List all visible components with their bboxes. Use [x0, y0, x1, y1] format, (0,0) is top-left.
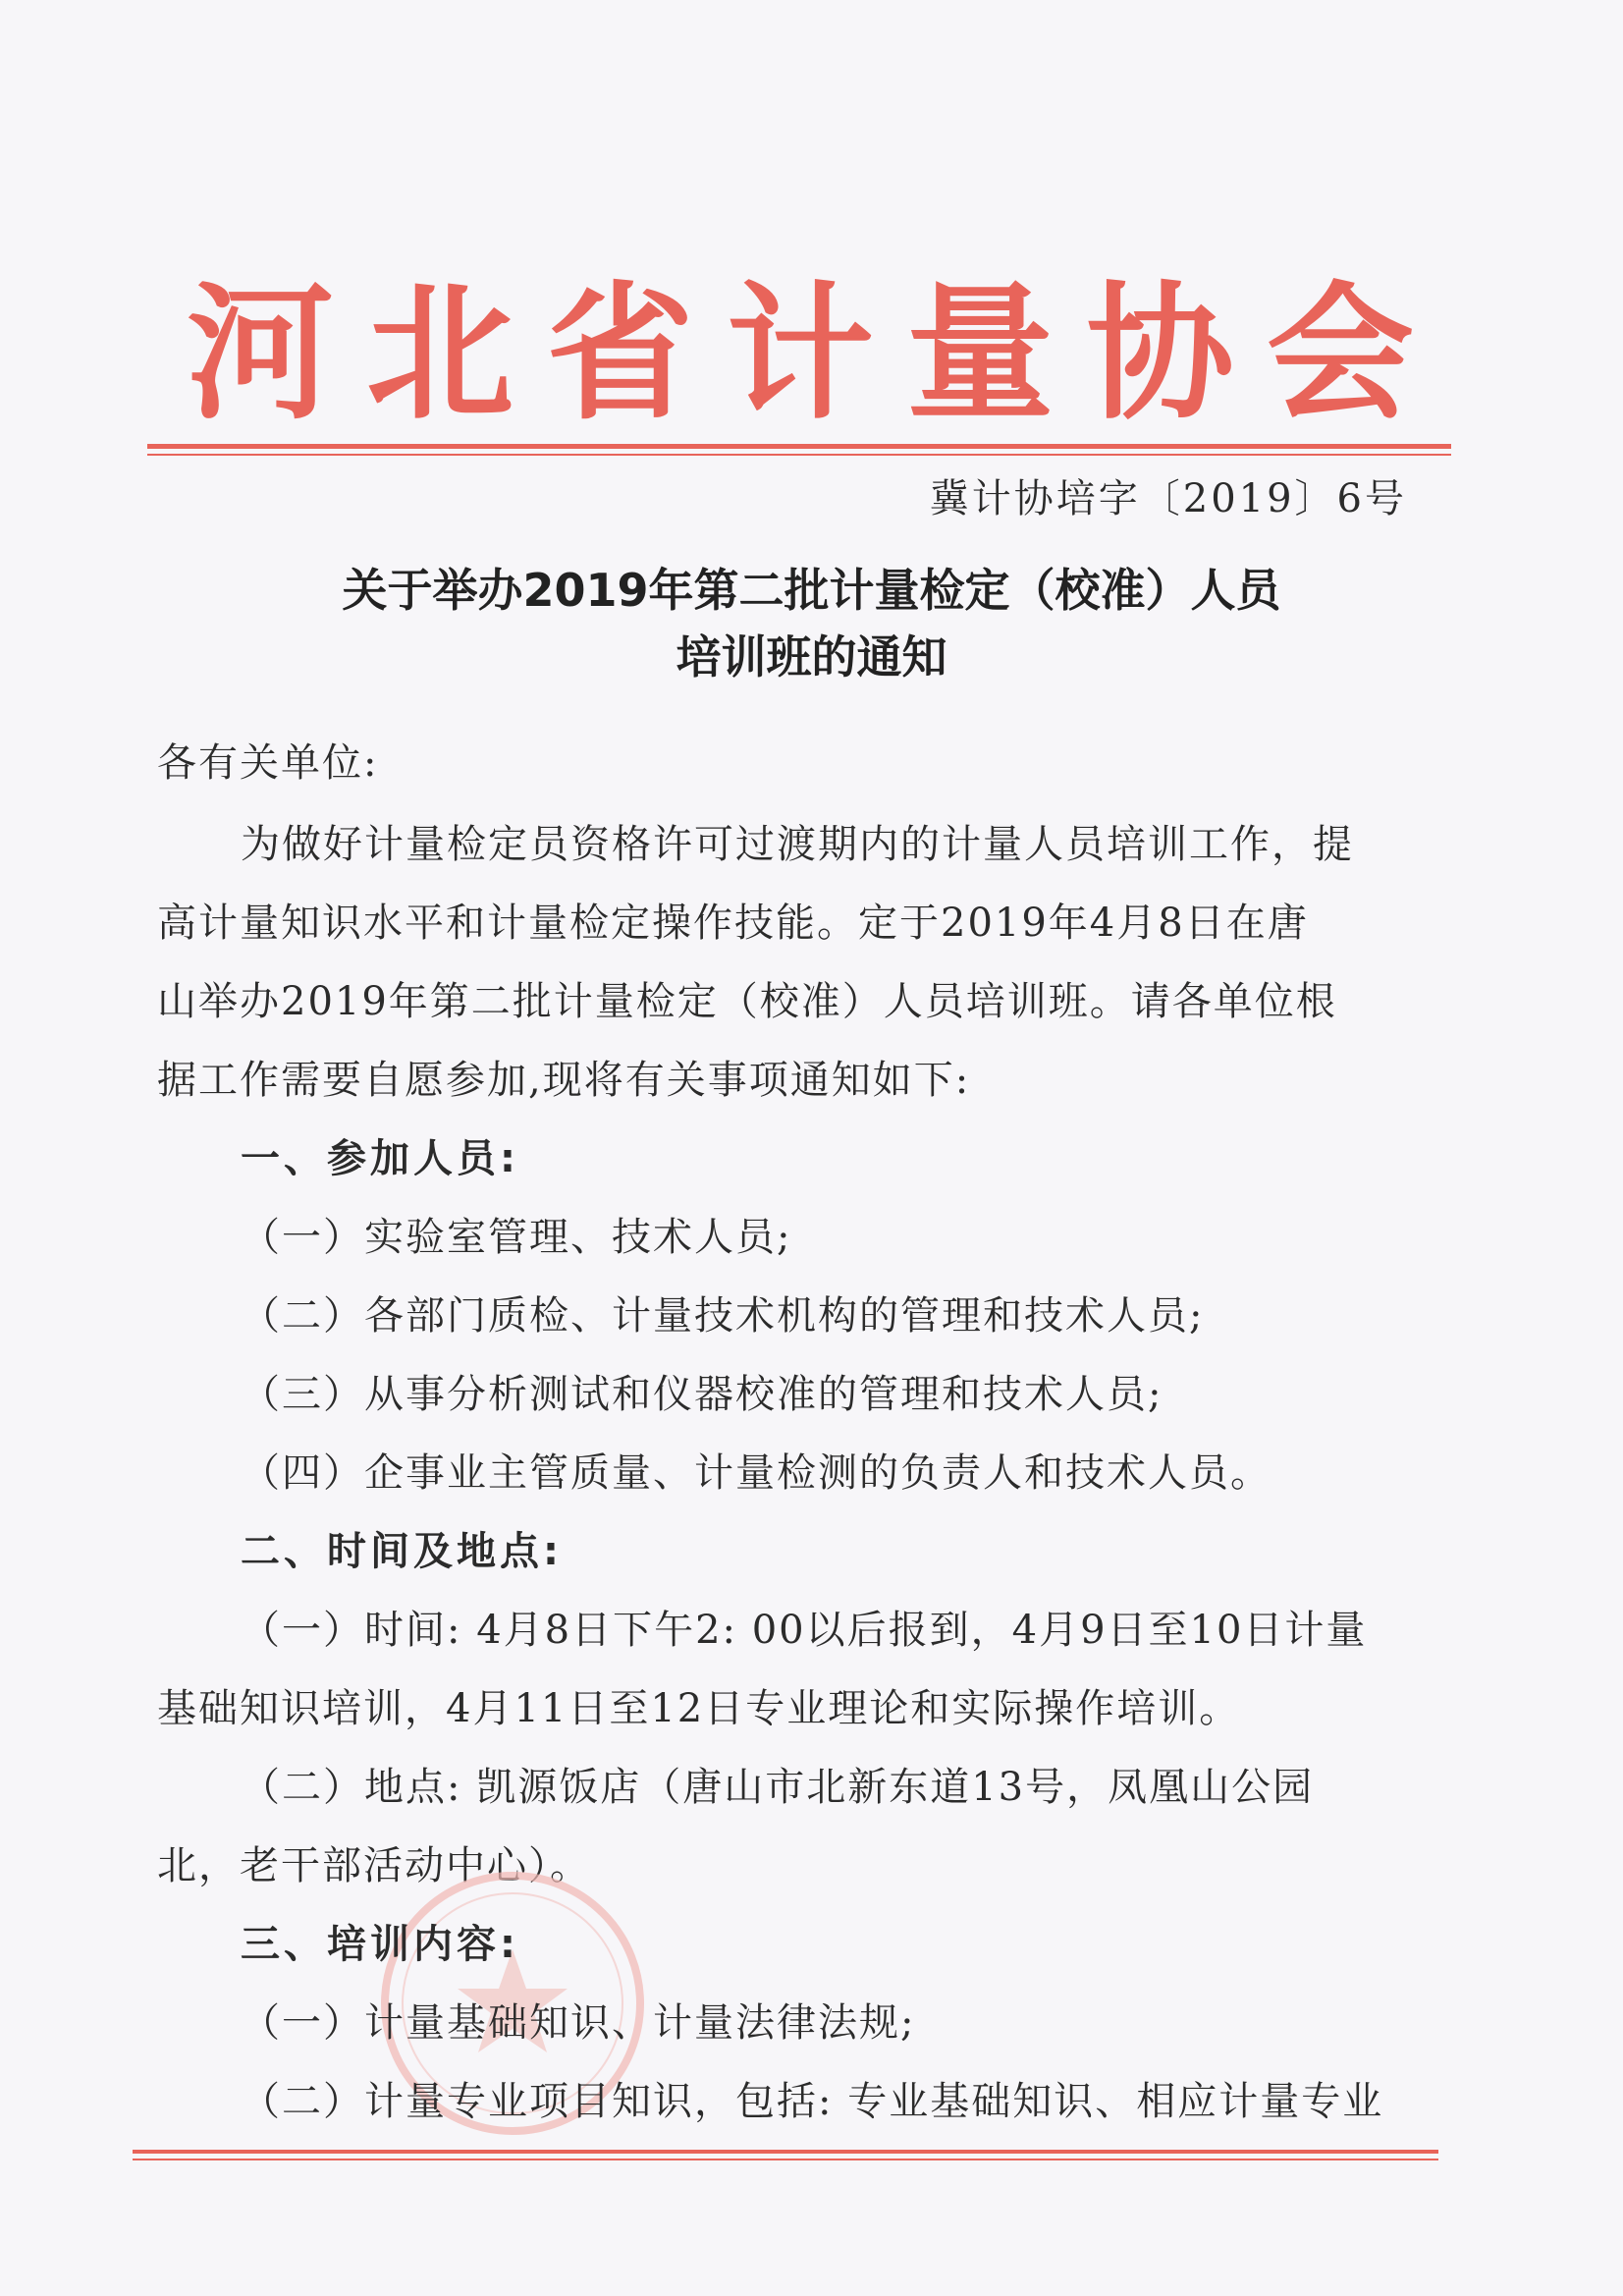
letterhead-char: 协: [1086, 267, 1234, 440]
letterhead-char: 量: [906, 267, 1055, 440]
paragraph-line: （二）计量专业项目知识，包括: 专业基础知识、相应计量专业: [241, 2079, 1384, 2124]
intro-line: 为做好计量检定员资格许可过渡期内的计量人员培训工作，提: [241, 822, 1354, 867]
letterhead-char: 北: [366, 267, 514, 440]
document-title-line2: 培训班的通知: [676, 630, 947, 683]
header-rule: [147, 444, 1451, 449]
paragraph-line: 基础知识培训，4月11日至12日专业理论和实际操作培训。: [157, 1686, 1241, 1731]
list-item: （二）各部门质检、计量技术机构的管理和技术人员;: [241, 1293, 1205, 1339]
letterhead-char: 河: [187, 267, 335, 440]
intro-line: 据工作需要自愿参加,现将有关事项通知如下:: [157, 1058, 971, 1103]
document-number: 冀计协培字〔2019〕6号: [929, 476, 1407, 521]
list-item: （四）企事业主管质量、计量检测的负责人和技术人员。: [241, 1450, 1271, 1496]
intro-line: 高计量知识水平和计量检定操作技能。定于2019年4月8日在唐: [157, 901, 1309, 946]
document-title-line1: 关于举办2019年第二批计量检定（校准）人员: [342, 564, 1281, 617]
section3-heading: 三、培训内容:: [241, 1922, 519, 1967]
list-item: （三）从事分析测试和仪器校准的管理和技术人员;: [241, 1372, 1163, 1417]
salutation: 各有关单位:: [157, 740, 379, 786]
section1-heading: 一、参加人员:: [241, 1136, 519, 1181]
section2-heading: 二、时间及地点:: [241, 1529, 563, 1574]
header-rule-thin: [147, 454, 1451, 456]
letterhead-char: 计: [726, 267, 874, 440]
letterhead: [147, 255, 1453, 452]
footer-rule-thin: [133, 2159, 1438, 2160]
paragraph-line: （一）计量基础知识、计量法律法规;: [241, 2000, 916, 2046]
letterhead-char: 会: [1266, 267, 1414, 440]
paragraph-line: 北，老干部活动中心）。: [157, 1843, 591, 1888]
footer-rule: [133, 2150, 1438, 2154]
paragraph-line: （二）地点: 凯源饭店（唐山市北新东道13号，凤凰山公园: [241, 1765, 1315, 1810]
list-item: （一）实验室管理、技术人员;: [241, 1215, 792, 1260]
intro-line: 山举办2019年第二批计量检定（校准）人员培训班。请各单位根: [157, 979, 1337, 1024]
paragraph-line: （一）时间: 4月8日下午2: 00以后报到，4月9日至10日计量: [241, 1608, 1368, 1653]
letterhead-char: 省: [546, 267, 694, 440]
